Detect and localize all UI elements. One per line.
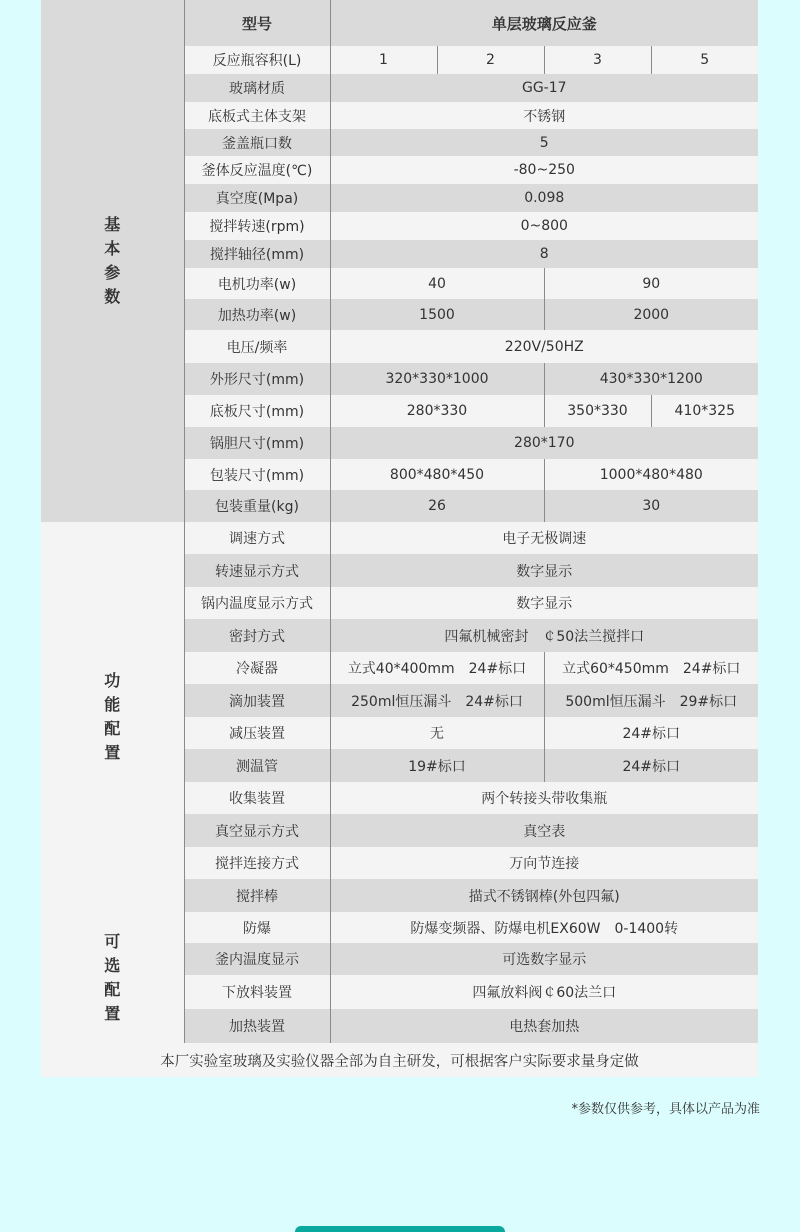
cell-value: 40	[330, 268, 544, 299]
cell-value: 350*330	[544, 395, 651, 427]
row-label: 锅胆尺寸(mm)	[184, 427, 330, 459]
row-label: 包装重量(kg)	[184, 490, 330, 522]
cell-value: 电子无极调速	[330, 522, 758, 554]
table-row	[41, 912, 758, 943]
cell-value: 8	[330, 240, 758, 268]
row-label: 外形尺寸(mm)	[184, 363, 330, 395]
disclaimer-note: *参数仅供参考，具体以产品为准	[571, 1102, 760, 1117]
model-label: 型号	[184, 0, 330, 46]
cell-value: 24#标口	[544, 749, 758, 782]
cell-value: 30	[544, 490, 758, 522]
section-optional: 可选配置	[41, 912, 184, 1043]
cell-value: 280*330	[330, 395, 544, 427]
cell-value: 电热套加热	[330, 1009, 758, 1043]
row-label: 釜内温度显示	[184, 943, 330, 975]
cell-value: 5	[330, 129, 758, 156]
row-label: 密封方式	[184, 619, 330, 652]
spec-table	[41, 0, 758, 1077]
row-label: 测温管	[184, 749, 330, 782]
row-label: 电机功率(w)	[184, 268, 330, 299]
footer-text: 本厂实验室玻璃及实验仪器全部为自主研发，可根据客户实际要求量身定做	[41, 1043, 758, 1077]
cell-value: 防爆变频器、防爆电机EX60W 0-1400转	[330, 912, 758, 943]
cell-value: 描式不锈钢棒(外包四氟)	[330, 879, 758, 912]
row-label: 下放料装置	[184, 975, 330, 1009]
cell-value: 2000	[544, 299, 758, 330]
row-label: 真空度(Mpa)	[184, 184, 330, 212]
cell-value: 数字显示	[330, 587, 758, 619]
row-label: 冷凝器	[184, 652, 330, 684]
row-label: 电压/频率	[184, 330, 330, 363]
cell-value: 280*170	[330, 427, 758, 459]
row-label: 锅内温度显示方式	[184, 587, 330, 619]
row-label: 玻璃材质	[184, 74, 330, 102]
cell-value: 250ml恒压漏斗 24#标口	[330, 684, 544, 717]
cell-value: 立式40*400mm 24#标口	[330, 652, 544, 684]
row-label: 加热装置	[184, 1009, 330, 1043]
table-footer-row	[41, 1043, 758, 1077]
cell-value: 90	[544, 268, 758, 299]
row-label: 釜盖瓶口数	[184, 129, 330, 156]
cell-value: 430*330*1200	[544, 363, 758, 395]
row-label: 防爆	[184, 912, 330, 943]
cell-value: 数字显示	[330, 554, 758, 587]
cell-value: 320*330*1000	[330, 363, 544, 395]
cell-value: 800*480*450	[330, 459, 544, 490]
cell-value: 0~800	[330, 212, 758, 240]
row-label: 底板尺寸(mm)	[184, 395, 330, 427]
row-label: 包装尺寸(mm)	[184, 459, 330, 490]
row-label: 收集装置	[184, 782, 330, 814]
cell-value: 立式60*450mm 24#标口	[544, 652, 758, 684]
table-row	[41, 522, 758, 554]
cell-value: -80~250	[330, 156, 758, 184]
cell-value: 0.098	[330, 184, 758, 212]
cell-value: 5	[651, 46, 758, 74]
cell-value: 无	[330, 717, 544, 749]
cell-value: 1500	[330, 299, 544, 330]
bottom-tab-edge	[295, 1226, 505, 1232]
row-label: 真空显示方式	[184, 814, 330, 847]
row-label: 釜体反应温度(℃)	[184, 156, 330, 184]
cell-value: 24#标口	[544, 717, 758, 749]
section-function: 功能配置	[41, 522, 184, 912]
row-label: 底板式主体支架	[184, 102, 330, 129]
cell-value: 真空表	[330, 814, 758, 847]
cell-value: 2	[437, 46, 544, 74]
section-basic: 基本参数	[41, 0, 184, 522]
row-label: 搅拌轴径(mm)	[184, 240, 330, 268]
cell-value: 两个转接头带收集瓶	[330, 782, 758, 814]
row-label: 减压装置	[184, 717, 330, 749]
cell-value: 1000*480*480	[544, 459, 758, 490]
cell-value: 220V/50HZ	[330, 330, 758, 363]
cell-value: 19#标口	[330, 749, 544, 782]
cell-value: 不锈钢	[330, 102, 758, 129]
row-label: 搅拌转速(rpm)	[184, 212, 330, 240]
row-label: 搅拌棒	[184, 879, 330, 912]
cell-value: 四氟放料阀￠60法兰口	[330, 975, 758, 1009]
cell-value: 26	[330, 490, 544, 522]
cell-value: 四氟机械密封 ￠50法兰搅拌口	[330, 619, 758, 652]
model-value: 单层玻璃反应釜	[330, 0, 758, 46]
row-label: 滴加装置	[184, 684, 330, 717]
cell-value: 1	[330, 46, 437, 74]
row-label: 转速显示方式	[184, 554, 330, 587]
cell-value: 3	[544, 46, 651, 74]
row-label: 搅拌连接方式	[184, 847, 330, 879]
row-label: 反应瓶容积(L)	[184, 46, 330, 74]
cell-value: 500ml恒压漏斗 29#标口	[544, 684, 758, 717]
cell-value: 万向节连接	[330, 847, 758, 879]
cell-value: 可选数字显示	[330, 943, 758, 975]
cell-value: 410*325	[651, 395, 758, 427]
row-label: 加热功率(w)	[184, 299, 330, 330]
row-label: 调速方式	[184, 522, 330, 554]
table-row	[41, 0, 758, 46]
cell-value: GG-17	[330, 74, 758, 102]
